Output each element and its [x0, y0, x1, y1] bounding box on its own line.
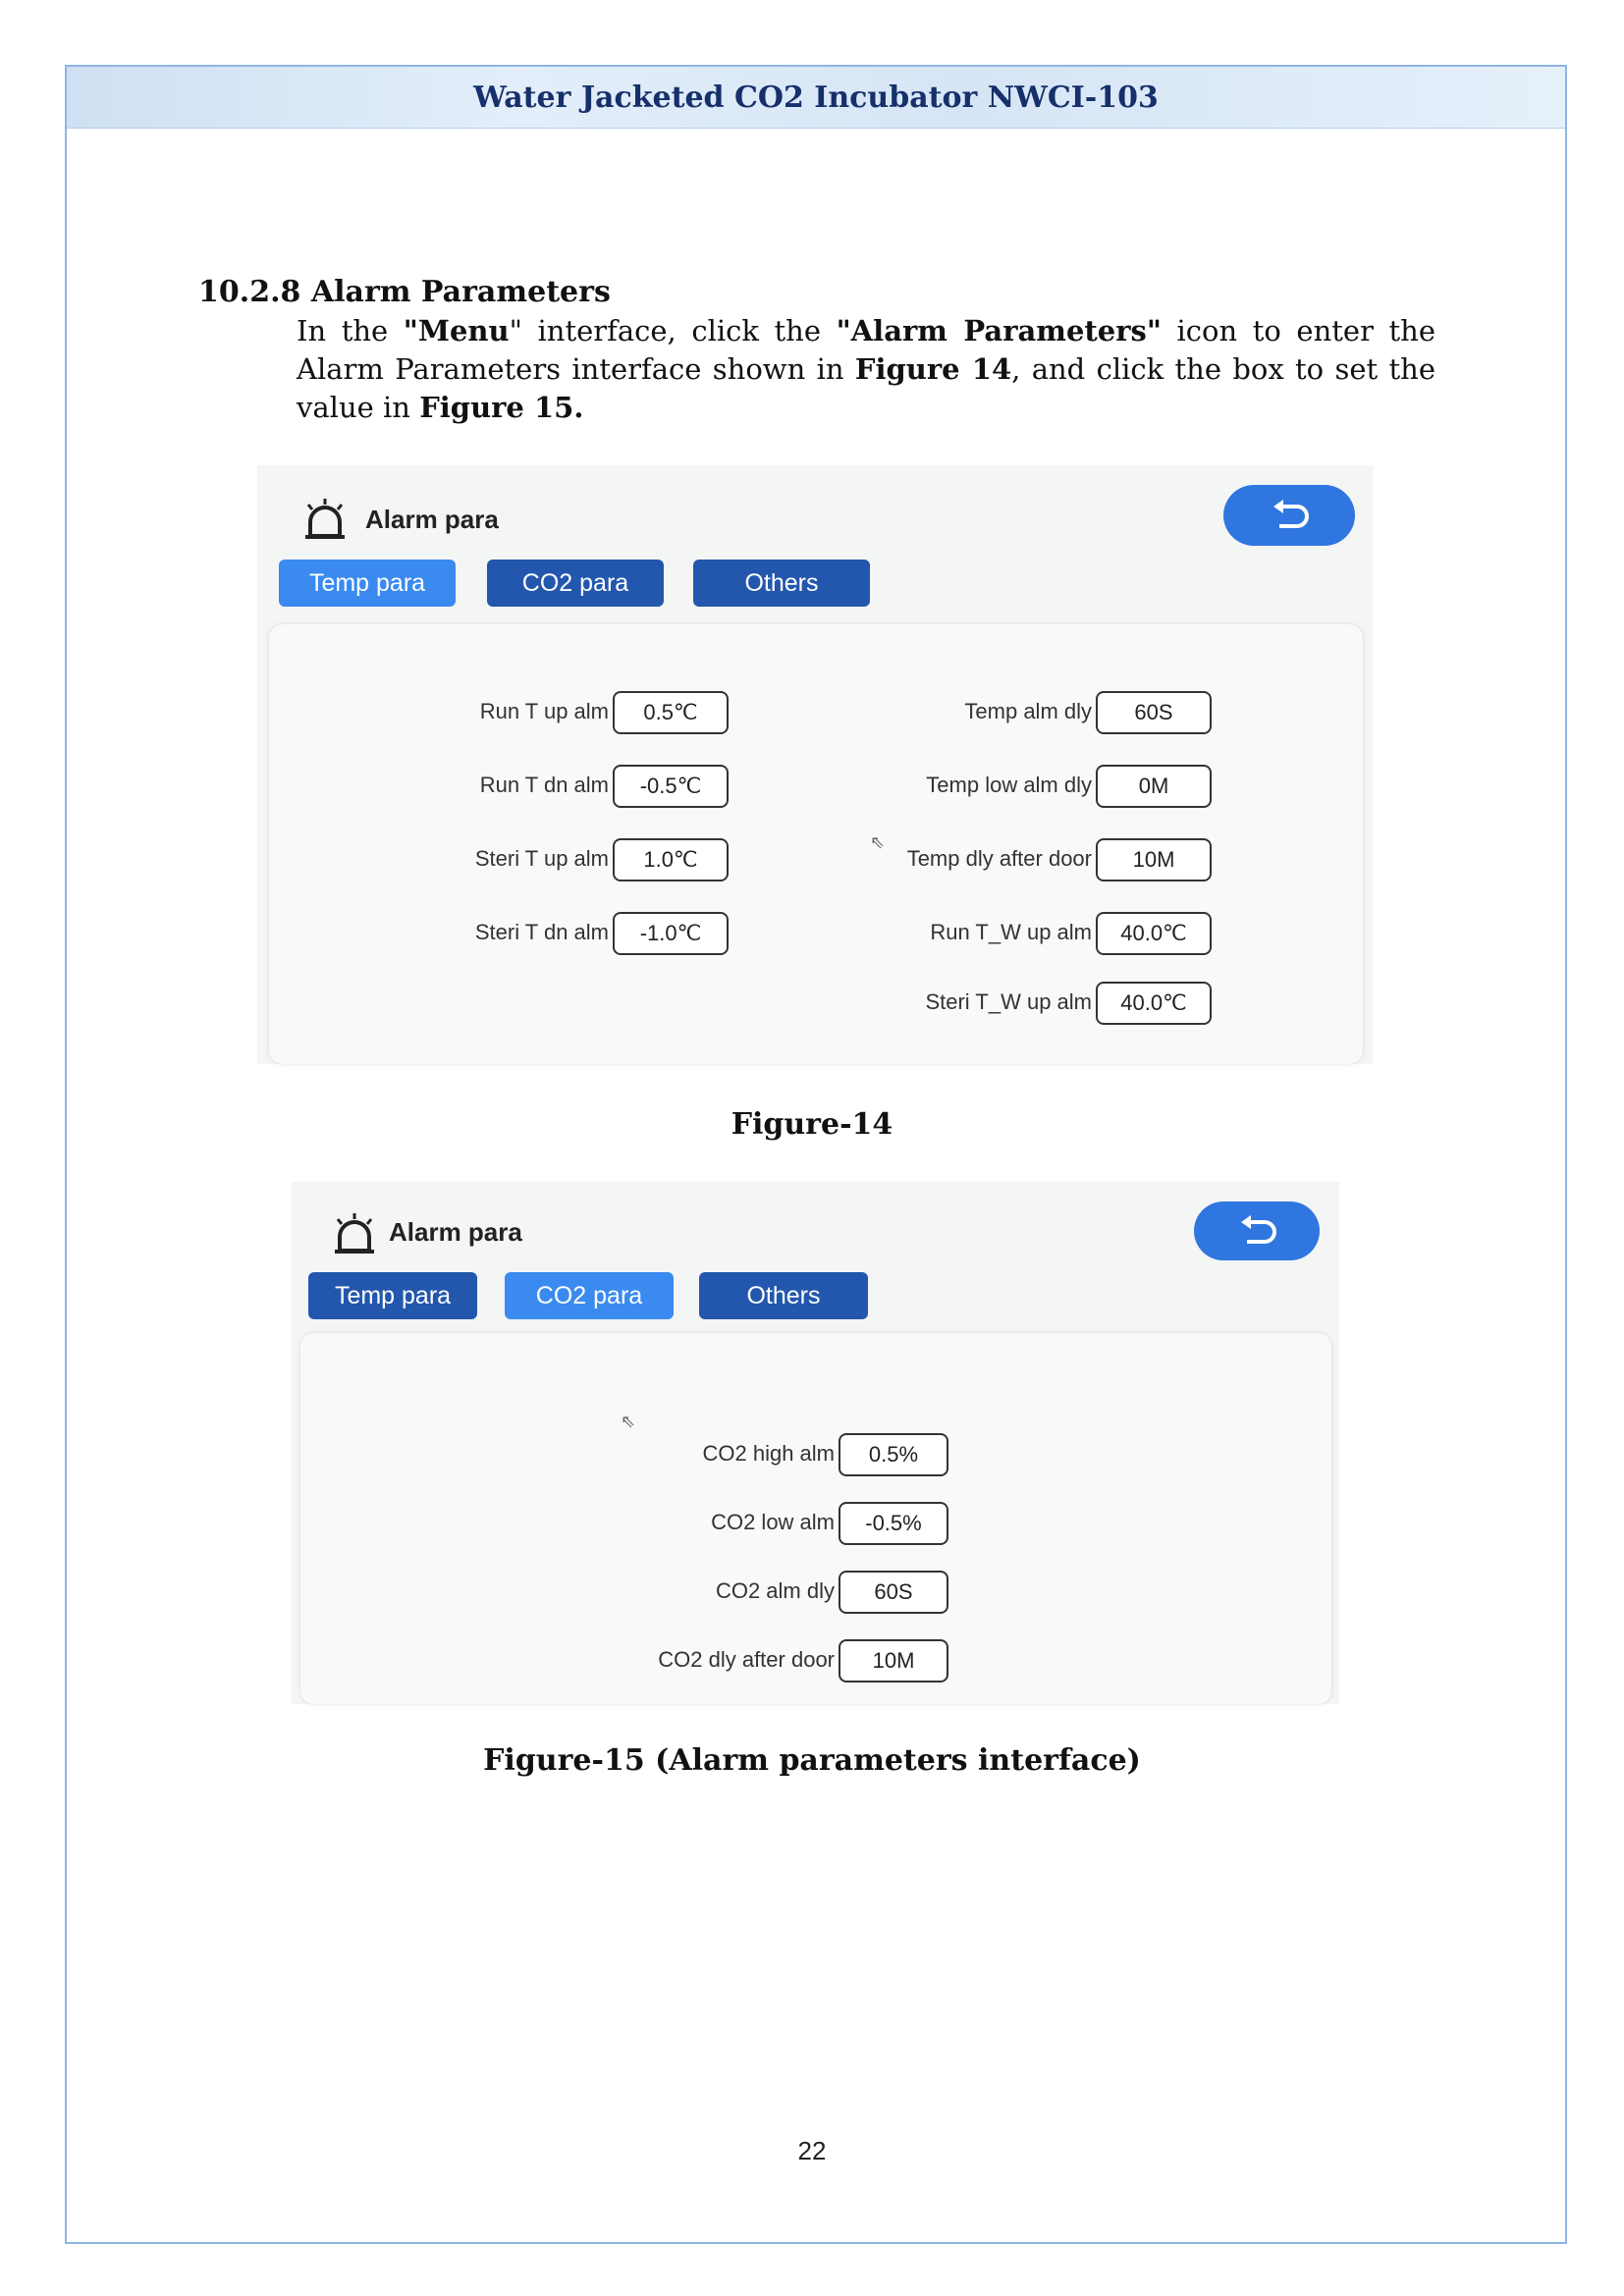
figure-15-caption: Figure-15 (Alarm parameters interface) [483, 1743, 1141, 1778]
tab-co2-para[interactable]: CO2 para [505, 1272, 674, 1319]
param-value-box[interactable]: 60S [1096, 691, 1212, 734]
back-arrow-icon [1270, 499, 1309, 532]
figure-15-screenshot [291, 1182, 1339, 1704]
tab-others[interactable]: Others [699, 1272, 868, 1319]
alarm-icon [302, 497, 348, 547]
screen-title: Alarm para [389, 1217, 522, 1247]
back-arrow-icon [1237, 1214, 1276, 1248]
cursor-icon: ⇖ [870, 832, 886, 852]
param-label: Run T up alm [479, 699, 609, 723]
param-label: CO2 low alm [711, 1510, 835, 1534]
parameter-panel [300, 1333, 1331, 1704]
section-heading: 10.2.8 Alarm Parameters [198, 275, 611, 309]
page-number: 22 [797, 2136, 827, 2165]
alarm-icon [332, 1211, 377, 1261]
figure-14-screenshot [257, 465, 1373, 1064]
param-value-box[interactable]: 10M [839, 1639, 948, 1682]
param-value-box[interactable]: 10M [1096, 838, 1212, 881]
tab-co2-para[interactable]: CO2 para [487, 560, 664, 607]
tab-temp-para[interactable]: Temp para [279, 560, 456, 607]
param-value-box[interactable]: 60S [839, 1571, 948, 1614]
back-button[interactable] [1223, 485, 1355, 546]
header-title: Water Jacketed CO2 Incubator NWCI-103 [473, 80, 1159, 115]
param-label: Run T dn alm [479, 773, 609, 797]
screen-title: Alarm para [365, 505, 499, 534]
param-value-box[interactable]: 40.0℃ [1096, 982, 1212, 1025]
header-band [67, 67, 1565, 129]
param-value-box[interactable]: -0.5℃ [613, 765, 729, 808]
param-label: CO2 dly after door [658, 1647, 835, 1672]
tab-others[interactable]: Others [693, 560, 870, 607]
back-button[interactable] [1194, 1201, 1320, 1260]
param-value-box[interactable]: 0.5% [839, 1433, 948, 1476]
param-label: CO2 high alm [702, 1441, 835, 1466]
param-value-box[interactable]: 0M [1096, 765, 1212, 808]
param-label: Steri T up alm [474, 846, 609, 871]
cursor-icon: ⇖ [621, 1412, 636, 1431]
param-value-box[interactable]: -1.0℃ [613, 912, 729, 955]
param-label: Steri T dn alm [474, 920, 609, 944]
param-value-box[interactable]: -0.5% [839, 1502, 948, 1545]
param-label: Temp alm dly [964, 699, 1092, 723]
tab-temp-para[interactable]: Temp para [308, 1272, 477, 1319]
param-value-box[interactable]: 1.0℃ [613, 838, 729, 881]
parameter-panel [269, 624, 1363, 1064]
param-value-box[interactable]: 0.5℃ [613, 691, 729, 734]
param-label: CO2 alm dly [715, 1578, 835, 1603]
param-label: Temp low alm dly [926, 773, 1092, 797]
param-label: Steri T_W up alm [925, 989, 1092, 1014]
param-label: Temp dly after door [906, 846, 1092, 871]
param-label: Run T_W up alm [930, 920, 1092, 944]
section-paragraph: In the "Menu" interface, click the "Alarm Parameters" icon to enter the Alarm Parameters interface shown in Figure 14, and click the box to set the value in Figure 15. [297, 314, 1435, 424]
param-value-box[interactable]: 40.0℃ [1096, 912, 1212, 955]
figure-14-caption: Figure-14 [731, 1107, 893, 1142]
